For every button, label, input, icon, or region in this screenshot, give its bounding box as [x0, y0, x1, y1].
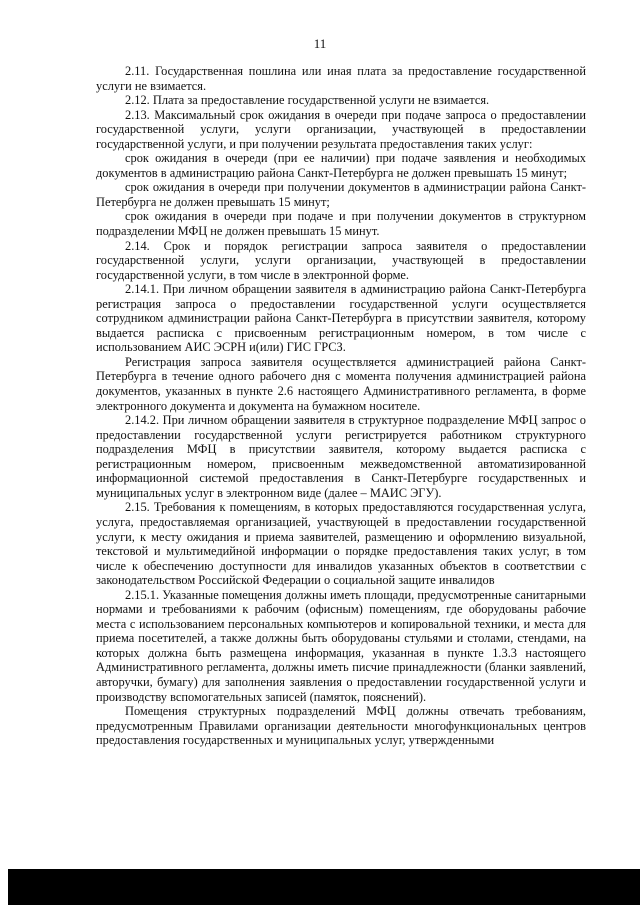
page-number: 11 — [313, 36, 327, 51]
paragraph-2-12: 2.12. Плата за предоставление государственной услуги не взимается. — [125, 93, 490, 108]
document-body — [96, 64, 586, 748]
paragraph-mfc-premises: Помещения структурных подразделений МФЦ должны отвечать требованиям, предусмотренным Правилами организации деятельности многофункциональных центров предоставления государственных и муниципальных услуг, утвержденными — [96, 704, 586, 748]
scan-border — [8, 869, 640, 905]
paragraph-2-15-1: 2.15.1. Указанные помещения должны иметь площади, предусмотренные санитарными нормами и требованиями к рабочим (офисным) помещениям, где оборудованы рабочие места с использованием персональных компьютеров и копировальной техники, и места для приема посетителей, а также должны быть оборудованы стульями и столами, стендами, на которых должна быть размещена информация, указанная в пункте 1.3.3 настоящего Административного регламента, должны иметь писчие принадлежности (бланки заявлений, авторучки, бумагу) для заполнения заявления о предоставлении государственной услуги и производству вспомогательных записей (памяток, пояснений). — [96, 587, 586, 704]
paragraph-queue-submission: срок ожидания в очереди (при ее наличии) при подаче заявления и необходимых документов в администрацию района Санкт-Петербурга не должен превышать 15 минут; — [96, 151, 586, 180]
paragraph-2-11: 2.11. Государственная пошлина или иная плата за предоставление государственной услуги не взимается. — [96, 64, 586, 93]
paragraph-2-15: 2.15. Требования к помещениям, в которых предоставляются государственная услуга, услуга, предоставляемая организацией, участвующей в предоставлении государственной услуги, к месту ожидания и приема заявителей, размещению и оформлению визуальной, текстовой и мультимедийной информации о порядке предоставления таких услуг, в том числе к обеспечению доступности для инвалидов указанных объектов в соответствии с законодательством Российской Федерации о социальной защите инвалидов — [96, 500, 586, 588]
paragraph-2-14: 2.14. Срок и порядок регистрации запроса заявителя о предоставлении государственной услуги, услуги организации, участвующей в предоставлении государственной услуги, в том числе в электронной форме. — [96, 238, 586, 282]
paragraph-queue-receipt: срок ожидания в очереди при получении документов в администрации района Санкт-Петербурга не должен превышать 15 минут; — [96, 180, 586, 209]
paragraph-2-14-1: 2.14.1. При личном обращении заявителя в администрацию района Санкт-Петербурга регистрация запроса о предоставлении государственной услуги осуществляется сотрудником администрации района Санкт-Петербурга в присутствии заявителя, которому выдается расписка с присвоенным регистрационным номером, в том числе с использованием АИС ЭСРН и(или) ГИС ГРСЗ. — [96, 282, 586, 355]
paragraph-2-14-2: 2.14.2. При личном обращении заявителя в структурное подразделение МФЦ запрос о предоставлении государственной услуги регистрируется работником структурного подразделения МФЦ в присутствии заявителя, которому выдается расписка с регистрационным номером, присвоенным межведомственной автоматизированной информационной системой предоставления в Санкт-Петербурге государственных и муниципальных услуг в электронном виде (далее – МАИС ЭГУ). — [96, 413, 586, 500]
paragraph-registration: Регистрация запроса заявителя осуществляется администрацией района Санкт-Петербурга в течение одного рабочего дня с момента получения администрацией района документов, указанных в пункте 2.6 настоящего Административного регламента, в форме электронного документа и документа на бумажном носителе. — [96, 354, 586, 413]
paragraph-queue-mfc: срок ожидания в очереди при подаче и при получении документов в структурном подразделении МФЦ не должен превышать 15 минут. — [96, 209, 586, 239]
paragraph-2-13: 2.13. Максимальный срок ожидания в очереди при подаче запроса о предоставлении государственной услуги, услуги организации, участвующей в предоставлении государственной услуги, и при получении результата предоставления таких услуг: — [96, 107, 586, 151]
